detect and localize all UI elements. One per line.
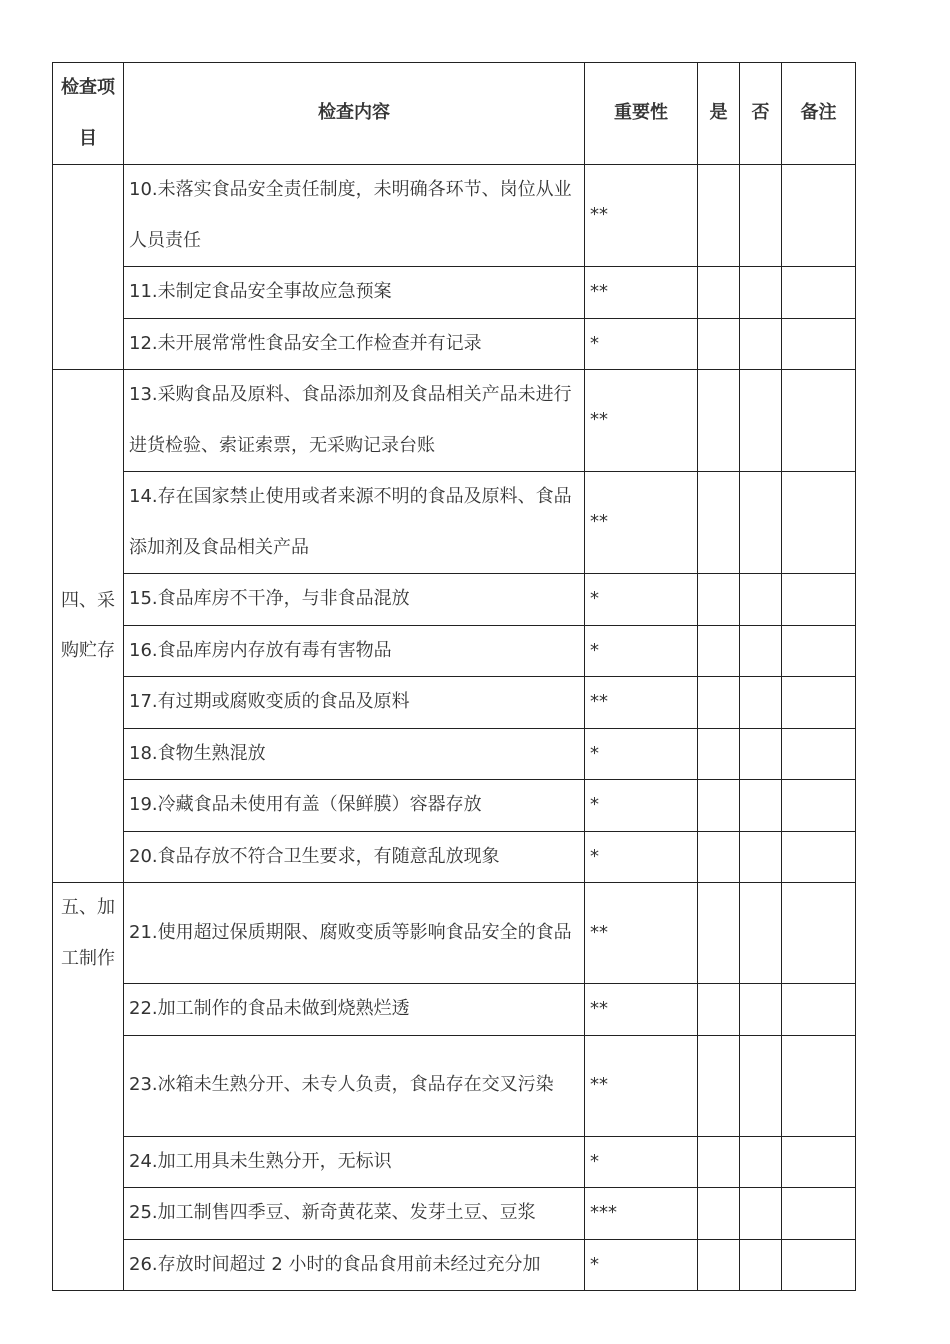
- item-content: 12.未开展常常性食品安全工作检查并有记录: [124, 318, 585, 370]
- table-row: [53, 318, 856, 370]
- no-check-cell[interactable]: [740, 728, 782, 780]
- yes-check-cell[interactable]: [698, 165, 740, 267]
- no-check-cell[interactable]: [740, 165, 782, 267]
- item-content: 10.未落实食品安全责任制度，未明确各环节、岗位从业人员责任: [124, 165, 585, 267]
- table-row: [53, 267, 856, 319]
- table-row: [53, 574, 856, 626]
- remark-cell[interactable]: [782, 625, 856, 677]
- remark-cell[interactable]: [782, 472, 856, 574]
- item-content: 22.加工制作的食品未做到烧熟烂透: [124, 984, 585, 1036]
- remark-cell[interactable]: [782, 677, 856, 729]
- yes-check-cell[interactable]: [698, 625, 740, 677]
- item-importance: **: [585, 677, 698, 729]
- table-row: [53, 472, 856, 574]
- remark-cell[interactable]: [782, 883, 856, 984]
- item-content: 15.食品库房不干净，与非食品混放: [124, 574, 585, 626]
- item-importance: *: [585, 780, 698, 832]
- item-content: 16.食品库房内存放有毒有害物品: [124, 625, 585, 677]
- item-importance: ***: [585, 1188, 698, 1240]
- item-importance: *: [585, 1239, 698, 1291]
- no-check-cell[interactable]: [740, 780, 782, 832]
- remark-cell[interactable]: [782, 574, 856, 626]
- item-importance: **: [585, 165, 698, 267]
- yes-check-cell[interactable]: [698, 1239, 740, 1291]
- header-no: 否: [740, 63, 782, 165]
- yes-check-cell[interactable]: [698, 1136, 740, 1188]
- table-row: [53, 370, 856, 472]
- item-content: 23.冰箱未生熟分开、未专人负责，食品存在交叉污染: [124, 1035, 585, 1136]
- item-importance: **: [585, 1035, 698, 1136]
- yes-check-cell[interactable]: [698, 677, 740, 729]
- table-row: [53, 728, 856, 780]
- item-content: 13.采购食品及原料、食品添加剂及食品相关产品未进行进货检验、索证索票，无采购记录台账: [124, 370, 585, 472]
- no-check-cell[interactable]: [740, 370, 782, 472]
- table-row: [53, 1035, 856, 1136]
- item-content: 17.有过期或腐败变质的食品及原料: [124, 677, 585, 729]
- no-check-cell[interactable]: [740, 677, 782, 729]
- table-row: [53, 984, 856, 1036]
- remark-cell[interactable]: [782, 728, 856, 780]
- header-importance: 重要性: [585, 63, 698, 165]
- no-check-cell[interactable]: [740, 1239, 782, 1291]
- category-processing: 五、加工制作: [53, 883, 124, 1291]
- yes-check-cell[interactable]: [698, 780, 740, 832]
- category-cell-blank: [53, 165, 124, 370]
- remark-cell[interactable]: [782, 780, 856, 832]
- header-item: 检查项目: [53, 63, 124, 165]
- item-importance: **: [585, 472, 698, 574]
- remark-cell[interactable]: [782, 1239, 856, 1291]
- item-content: 21.使用超过保质期限、腐败变质等影响食品安全的食品: [124, 883, 585, 984]
- header-remark: 备注: [782, 63, 856, 165]
- no-check-cell[interactable]: [740, 1136, 782, 1188]
- item-content: 11.未制定食品安全事故应急预案: [124, 267, 585, 319]
- table-row: [53, 1188, 856, 1240]
- item-content: 26.存放时间超过 2 小时的食品食用前未经过充分加: [124, 1239, 585, 1291]
- item-importance: **: [585, 370, 698, 472]
- item-content: 20.食品存放不符合卫生要求，有随意乱放现象: [124, 831, 585, 883]
- item-importance: *: [585, 831, 698, 883]
- item-importance: *: [585, 318, 698, 370]
- remark-cell[interactable]: [782, 165, 856, 267]
- table-row: [53, 780, 856, 832]
- yes-check-cell[interactable]: [698, 370, 740, 472]
- no-check-cell[interactable]: [740, 625, 782, 677]
- item-content: 24.加工用具未生熟分开，无标识: [124, 1136, 585, 1188]
- table-row: [53, 165, 856, 267]
- header-content: 检查内容: [124, 63, 585, 165]
- remark-cell[interactable]: [782, 984, 856, 1036]
- no-check-cell[interactable]: [740, 318, 782, 370]
- yes-check-cell[interactable]: [698, 472, 740, 574]
- remark-cell[interactable]: [782, 318, 856, 370]
- yes-check-cell[interactable]: [698, 267, 740, 319]
- yes-check-cell[interactable]: [698, 831, 740, 883]
- item-content: 25.加工制售四季豆、新奇黄花菜、发芽土豆、豆浆: [124, 1188, 585, 1240]
- yes-check-cell[interactable]: [698, 984, 740, 1036]
- table-row: [53, 677, 856, 729]
- yes-check-cell[interactable]: [698, 318, 740, 370]
- item-importance: **: [585, 267, 698, 319]
- no-check-cell[interactable]: [740, 472, 782, 574]
- item-content: 14.存在国家禁止使用或者来源不明的食品及原料、食品添加剂及食品相关产品: [124, 472, 585, 574]
- remark-cell[interactable]: [782, 1188, 856, 1240]
- yes-check-cell[interactable]: [698, 728, 740, 780]
- item-content: 19.冷藏食品未使用有盖（保鲜膜）容器存放: [124, 780, 585, 832]
- item-content: 18.食物生熟混放: [124, 728, 585, 780]
- remark-cell[interactable]: [782, 370, 856, 472]
- table-row: [53, 831, 856, 883]
- item-importance: *: [585, 625, 698, 677]
- yes-check-cell[interactable]: [698, 574, 740, 626]
- header-yes: 是: [698, 63, 740, 165]
- no-check-cell[interactable]: [740, 1188, 782, 1240]
- item-importance: *: [585, 728, 698, 780]
- remark-cell[interactable]: [782, 1035, 856, 1136]
- remark-cell[interactable]: [782, 267, 856, 319]
- yes-check-cell[interactable]: [698, 883, 740, 984]
- inspection-table: [52, 62, 856, 1291]
- item-importance: **: [585, 984, 698, 1036]
- table-row: [53, 1136, 856, 1188]
- no-check-cell[interactable]: [740, 883, 782, 984]
- table-row: [53, 883, 856, 984]
- category-procurement: 四、采购贮存: [53, 370, 124, 883]
- table-row: [53, 1239, 856, 1291]
- yes-check-cell[interactable]: [698, 1188, 740, 1240]
- remark-cell[interactable]: [782, 831, 856, 883]
- item-importance: *: [585, 574, 698, 626]
- item-importance: **: [585, 883, 698, 984]
- table-row: [53, 625, 856, 677]
- no-check-cell[interactable]: [740, 267, 782, 319]
- remark-cell[interactable]: [782, 1136, 856, 1188]
- no-check-cell[interactable]: [740, 831, 782, 883]
- no-check-cell[interactable]: [740, 574, 782, 626]
- item-importance: *: [585, 1136, 698, 1188]
- no-check-cell[interactable]: [740, 1035, 782, 1136]
- yes-check-cell[interactable]: [698, 1035, 740, 1136]
- no-check-cell[interactable]: [740, 984, 782, 1036]
- header-row: [53, 63, 856, 165]
